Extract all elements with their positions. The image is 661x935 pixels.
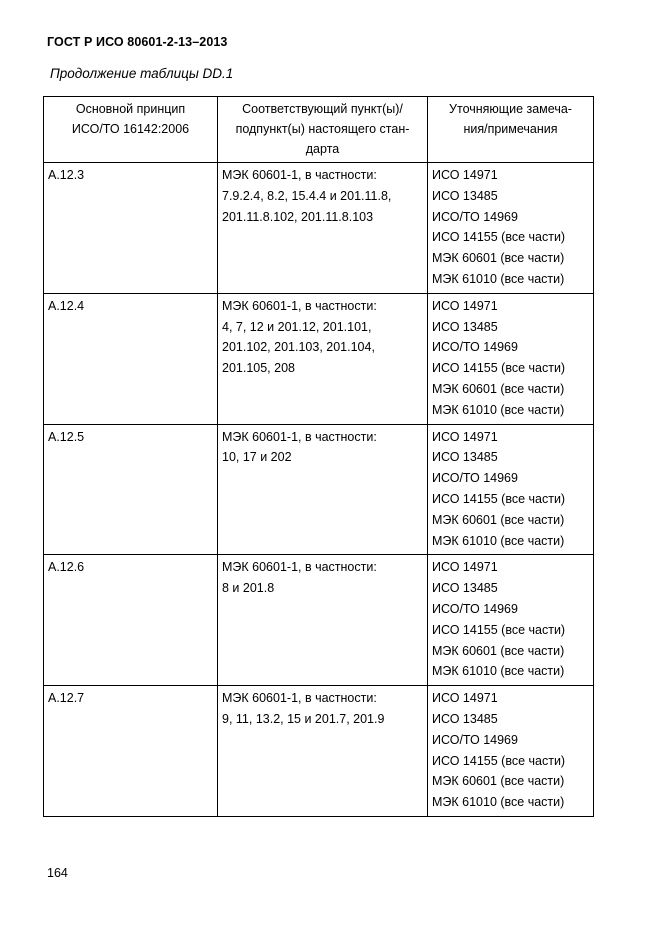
remark-line: ИСО 14155 (все части) xyxy=(432,230,566,245)
remark-line: ИСО 14971 xyxy=(432,429,498,444)
remark-line: МЭК 61010 (все части) xyxy=(432,271,565,286)
header-line: ния/примечания xyxy=(463,122,558,136)
principle-value: А.12.6 xyxy=(48,560,85,575)
table-row xyxy=(44,163,594,294)
clause-line: 9, 11, 13.2, 15 и 201.7, 201.9 xyxy=(222,711,385,726)
remarks-cell xyxy=(428,293,594,424)
clause-line: МЭК 60601-1, в частности: xyxy=(222,168,377,182)
remark-line: ИСО 14155 (все части) xyxy=(432,361,566,376)
table-body xyxy=(44,163,594,817)
correspondence-table xyxy=(43,96,594,817)
remark-line: ИСО/ТО 14969 xyxy=(432,732,518,747)
table-caption: Продолжение таблицы DD.1 xyxy=(50,66,234,81)
remarks-cell xyxy=(428,424,594,555)
clauses-cell xyxy=(218,424,428,555)
principle-value: А.12.7 xyxy=(48,691,85,706)
table-row xyxy=(44,293,594,424)
remark-line: ИСО/ТО 14969 xyxy=(432,601,518,616)
remark-line: ИСО 13485 xyxy=(432,188,498,203)
principle-value: А.12.4 xyxy=(48,298,85,313)
remark-line: МЭК 60601 (все части) xyxy=(432,643,565,658)
remark-line: ИСО 13485 xyxy=(432,581,498,596)
clauses-cell xyxy=(218,163,428,294)
document-code: ГОСТ Р ИСО 80601-2-13–2013 xyxy=(47,35,228,49)
clause-line: 10, 17 и 202 xyxy=(222,450,292,465)
header-line: Соответствующий пункт(ы)/ xyxy=(242,102,403,116)
header-line: Основной принцип xyxy=(75,102,186,116)
remark-line: МЭК 61010 (все части) xyxy=(432,402,565,417)
clause-line: МЭК 60601-1, в частности: xyxy=(222,429,377,444)
remark-line: ИСО 14971 xyxy=(432,168,498,182)
page-number: 164 xyxy=(47,866,68,880)
clauses-cell xyxy=(218,293,428,424)
table-row xyxy=(44,686,594,817)
remark-line: МЭК 60601 (все части) xyxy=(432,381,565,396)
clause-line: 201.102, 201.103, 201.104, xyxy=(222,340,375,355)
clause-line: 8 и 201.8 xyxy=(222,581,275,596)
column-header-remarks xyxy=(428,97,594,163)
remark-line: МЭК 61010 (все части) xyxy=(432,533,565,548)
remark-line: ИСО/ТО 14969 xyxy=(432,340,518,355)
header-line: Уточняющие замеча- xyxy=(449,102,572,116)
clauses-cell xyxy=(218,555,428,686)
header-line: ИСО/ТО 16142:2006 xyxy=(71,122,190,136)
clause-line: 4, 7, 12 и 201.12, 201.101, xyxy=(222,319,372,334)
remark-line: ИСО 14155 (все части) xyxy=(432,753,566,768)
remark-line: ИСО/ТО 14969 xyxy=(432,471,518,486)
remark-line: ИСО/ТО 14969 xyxy=(432,209,518,224)
clause-line: 201.105, 208 xyxy=(222,361,295,376)
principle-cell xyxy=(44,424,218,555)
header-line: подпункт(ы) настоящего стан- xyxy=(235,122,410,136)
remark-line: МЭК 60601 (все части) xyxy=(432,774,565,789)
clause-line: МЭК 60601-1, в частности: xyxy=(222,691,377,706)
clause-line: 7.9.2.4, 8.2, 15.4.4 и 201.11.8, xyxy=(222,188,392,203)
column-header-principle xyxy=(44,97,218,163)
remarks-cell xyxy=(428,555,594,686)
principle-cell xyxy=(44,555,218,686)
remarks-cell xyxy=(428,686,594,817)
header-line: дарта xyxy=(305,142,340,156)
principle-value: А.12.5 xyxy=(48,429,85,444)
remark-line: ИСО 13485 xyxy=(432,711,498,726)
remark-line: ИСО 14155 (все части) xyxy=(432,491,566,506)
remarks-cell xyxy=(428,163,594,294)
table-row xyxy=(44,555,594,686)
remark-line: ИСО 13485 xyxy=(432,319,498,334)
remark-line: ИСО 14155 (все части) xyxy=(432,622,566,637)
remark-line: ИСО 14971 xyxy=(432,560,498,575)
remark-line: МЭК 61010 (все части) xyxy=(432,795,565,810)
remark-line: ИСО 13485 xyxy=(432,450,498,465)
column-header-clauses xyxy=(218,97,428,163)
table-header xyxy=(44,97,594,163)
clause-line: МЭК 60601-1, в частности: xyxy=(222,560,377,575)
principle-cell xyxy=(44,686,218,817)
principle-cell xyxy=(44,293,218,424)
principle-value: А.12.3 xyxy=(48,168,85,182)
clause-line: МЭК 60601-1, в частности: xyxy=(222,298,377,313)
remark-line: МЭК 60601 (все части) xyxy=(432,512,565,527)
clause-line: 201.11.8.102, 201.11.8.103 xyxy=(222,209,374,224)
remark-line: ИСО 14971 xyxy=(432,298,498,313)
remark-line: ИСО 14971 xyxy=(432,691,498,706)
table-row xyxy=(44,424,594,555)
clauses-cell xyxy=(218,686,428,817)
remark-line: МЭК 61010 (все части) xyxy=(432,664,565,679)
remark-line: МЭК 60601 (все части) xyxy=(432,251,565,266)
principle-cell xyxy=(44,163,218,294)
